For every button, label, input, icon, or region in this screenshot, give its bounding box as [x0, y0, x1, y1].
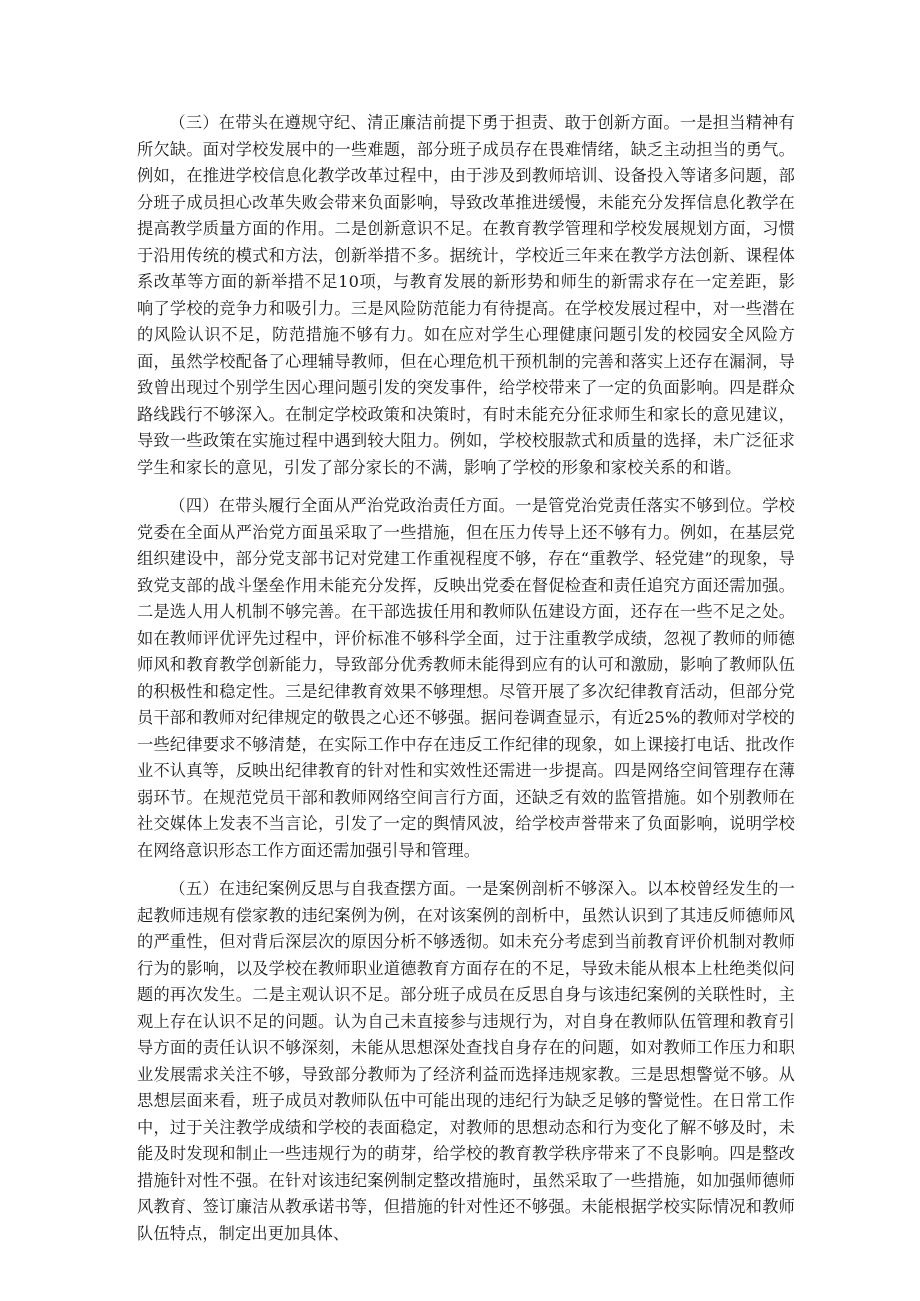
- document-body: [137, 110, 795, 1259]
- paragraph-section-3: （三）在带头在遵规守纪、清正廉洁前提下勇于担责、敢于创新方面。一是担当精神有所欠缺。面对学校发展中的一些难题，部分班子成员存在畏难情绪，缺乏主动担当的勇气。例如，在推进学校信息化教学改革过程中，由于涉及到教师培训、设备投入等诸多问题，部分班子成员担心改革失败会带来负面影响，导致改革推进缓慢，未能充分发挥信息化教学在提高教学质量方面的作用。二是创新意识不足。在教育教学管理和学校发展规划方面，习惯于沿用传统的模式和方法，创新举措不多。据统计，学校近三年来在教学方法创新、课程体系改革等方面的新举措不足10项，与教育发展的新形势和师生的新需求存在一定差距，影响了学校的竞争力和吸引力。三是风险防范能力有待提高。在学校发展过程中，对一些潜在的风险认识不足，防范措施不够有力。如在应对学生心理健康问题引发的校园安全风险方面，虽然学校配备了心理辅导教师，但在心理危机干预机制的完善和落实上还存在漏洞，导致曾出现过个别学生因心理问题引发的突发事件，给学校带来了一定的负面影响。四是群众路线践行不够深入。在制定学校政策和决策时，有时未能充分征求师生和家长的意见建议，导致一些政策在实施过程中遇到较大阻力。例如，学校校服款式和质量的选择，未广泛征求学生和家长的意见，引发了部分家长的不满，影响了学校的形象和家校关系的和谐。: [137, 113, 795, 477]
- paragraph-section-4: （四）在带头履行全面从严治党政治责任方面。一是管党治党责任落实不够到位。学校党委在全面从严治党方面虽采取了一些措施，但在压力传导上还不够有力。例如，在基层党组织建设中，部分党支部书记对党建工作重视程度不够，存在“重教学、轻党建”的现象，导致党支部的战斗堡垒作用未能充分发挥，反映出党委在督促检查和责任追究方面还需加强。二是选人用人机制不够完善。在干部选拔任用和教师队伍建设方面，还存在一些不足之处。如在教师评优评先过程中，评价标准不够科学全面，过于注重教学成绩，忽视了教师的师德师风和教育教学创新能力，导致部分优秀教师未能得到应有的认可和激励，影响了教师队伍的积极性和稳定性。三是纪律教育效果不够理想。尽管开展了多次纪律教育活动，但部分党员干部和教师对纪律规定的敬畏之心还不够强。据问卷调查显示，有近25%的教师对学校的一些纪律要求不够清楚，在实际工作中存在违反工作纪律的现象，如上课接打电话、批改作业不认真等，反映出纪律教育的针对性和实效性还需进一步提高。四是网络空间管理存在薄弱环节。在规范党员干部和教师网络空间言行方面，还缺乏有效的监管措施。如个别教师在社交媒体上发表不当言论，引发了一定的舆情风波，给学校声誉带来了负面影响，说明学校在网络意识形态工作方面还需加强引导和管理。: [137, 496, 795, 860]
- paragraph-section-5: （五）在违纪案例反思与自我查摆方面。一是案例剖析不够深入。以本校曾经发生的一起教师违规有偿家教的违纪案例为例，在对该案例的剖析中，虽然认识到了其违反师德师风的严重性，但对背后深层次的原因分析不够透彻。如未充分考虑到当前教育评价机制对教师行为的影响，以及学校在教师职业道德教育方面存在的不足，导致未能从根本上杜绝类似问题的再次发生。二是主观认识不足。部分班子成员在反思自身与该违纪案例的关联性时，主观上存在认识不足的问题。认为自己未直接参与违规行为，对自身在教师队伍管理和教育引导方面的责任认识不够深刻，未能从思想深处查找自身存在的问题，如对教师工作压力和职业发展需求关注不够，导致部分教师为了经济利益而选择违规家教。三是思想警觉不够。从思想层面来看，班子成员对教师队伍中可能出现的违纪行为缺乏足够的警觉性。在日常工作中，过于关注教学成绩和学校的表面稳定，对教师的思想动态和行为变化了解不够及时，未能及时发现和制止一些违规行为的萌芽，给学校的教育教学秩序带来了不良影响。四是整改措施针对性不强。在针对该违纪案例制定整改措施时，虽然采取了一些措施，如加强师德师风教育、签订廉洁从教承诺书等，但措施的针对性还不够强。未能根据学校实际情况和教师队伍特点，制定出更加具体、: [137, 879, 795, 1243]
